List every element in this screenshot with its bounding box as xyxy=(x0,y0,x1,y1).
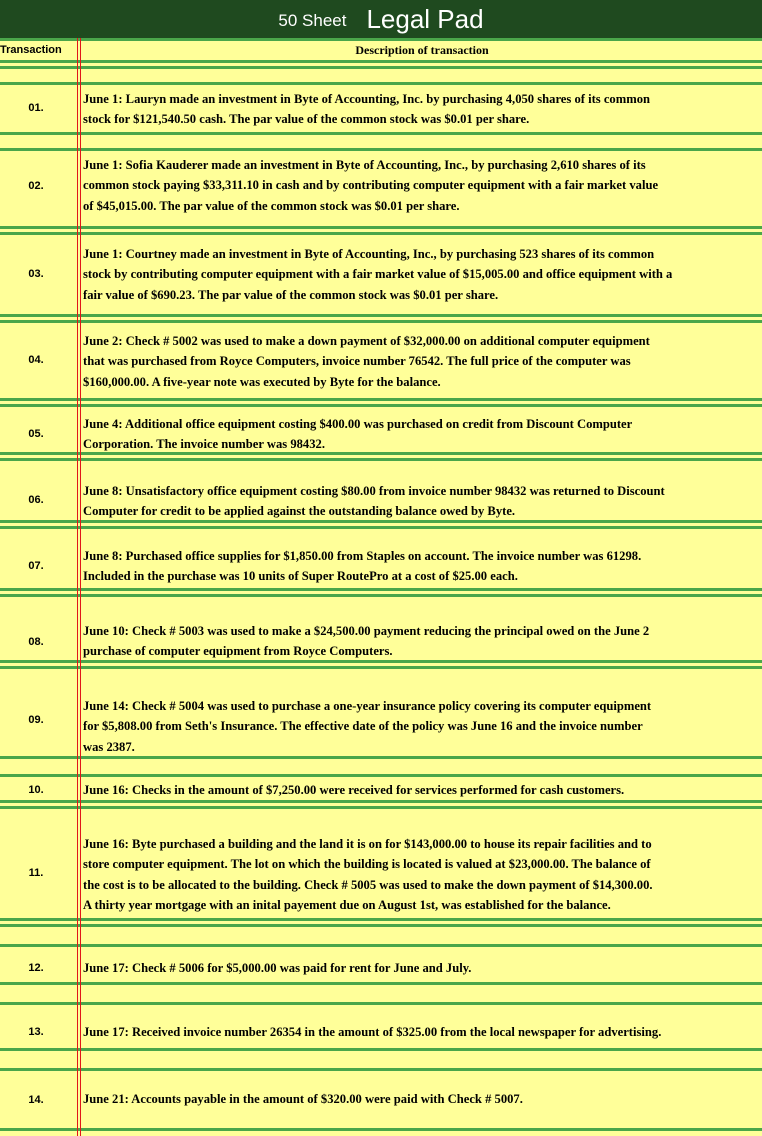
description-line: fair value of $690.23. The par value of the common stock was $0.01 per share. xyxy=(83,287,499,302)
description-line: June 17: Check # 5006 for $5,000.00 was paid for rent for June and July. xyxy=(83,961,472,975)
description-line: purchase of computer equipment from Royce Computers. xyxy=(83,644,393,659)
description-line: June 1: Sofia Kauderer made an investment in Byte of Accounting, Inc., by purchasing 2,610 shares of its xyxy=(83,158,646,172)
transaction-description xyxy=(83,89,762,130)
ruled-line xyxy=(0,314,762,317)
description-line: stock for $121,540.50 cash. The par value of the common stock was $0.01 per share. xyxy=(83,112,530,127)
transaction-number: 14. xyxy=(28,1094,44,1106)
description-line: for $5,808.00 from Seth's Insurance. The effective date of the policy was June 16 and the invoice number xyxy=(83,719,643,734)
ruled-line xyxy=(0,800,762,803)
ruled-line xyxy=(0,82,762,85)
description-line: common stock paying $33,311.10 in cash and by contributing computer equipment with a fair market value xyxy=(83,178,659,193)
description-line: June 21: Accounts payable in the amount of $320.00 were paid with Check # 5007. xyxy=(83,1092,523,1106)
description-line: June 16: Checks in the amount of $7,250.00 were received for services performed for cash customers. xyxy=(83,783,625,797)
margin-line-left xyxy=(77,38,78,1136)
description-line: store computer equipment. The lot on which the building is located is valued at $23,000.00. The balance of xyxy=(83,857,651,872)
transaction-number: 13. xyxy=(28,1026,44,1038)
transaction-number: 10. xyxy=(28,784,44,796)
description-line: stock by contributing computer equipment with a fair market value of $15,005.00 and office equipment with a xyxy=(83,267,673,282)
description-line: June 8: Unsatisfactory office equipment costing $80.00 from invoice number 98432 was returned to Discount xyxy=(83,484,665,498)
description-line: June 8: Purchased office supplies for $1,850.00 from Staples on account. The invoice number was 61298. xyxy=(83,549,642,563)
ruled-line xyxy=(0,594,762,597)
transaction-number: 08. xyxy=(28,636,44,648)
transaction-description xyxy=(83,546,762,587)
description-line: A thirty year mortgage with an inital payement due on August 1st, was established for the balance. xyxy=(83,898,611,913)
description-line: that was purchased from Royce Computers, invoice number 76542. The full price of the computer was xyxy=(83,354,631,369)
ruled-line xyxy=(0,60,762,63)
ruled-line xyxy=(0,1048,762,1051)
transaction-description xyxy=(83,1089,762,1109)
description-line: June 4: Additional office equipment costing $400.00 was purchased on credit from Discount Computer xyxy=(83,417,633,431)
transaction-description xyxy=(83,414,762,455)
ruled-line xyxy=(0,666,762,669)
description-line: was 2387. xyxy=(83,739,135,754)
transaction-number: 02. xyxy=(28,180,44,192)
transaction-number: 11. xyxy=(28,867,44,879)
transaction-description xyxy=(83,696,762,757)
description-line: June 1: Courtney made an investment in Byte of Accounting, Inc., by purchasing 523 shares of its common xyxy=(83,247,655,261)
description-line: $160,000.00. A five-year note was executed by Byte for the balance. xyxy=(83,374,441,389)
transaction-description xyxy=(83,155,762,216)
transaction-number: 09. xyxy=(28,714,44,726)
pad-title: Legal Pad xyxy=(366,3,484,34)
ruled-line xyxy=(0,398,762,401)
ruled-line xyxy=(0,458,762,461)
ruled-line xyxy=(0,1002,762,1005)
description-column-header: Description of transaction xyxy=(355,42,489,57)
transaction-description xyxy=(83,481,762,522)
ruled-line xyxy=(0,1128,762,1131)
ruled-line xyxy=(0,924,762,927)
transaction-number: 04. xyxy=(28,354,44,366)
ruled-line xyxy=(0,944,762,947)
description-line: the cost is to be allocated to the building. Check # 5005 was used to make the down payment of $14,300.00. xyxy=(83,877,653,892)
description-line: June 14: Check # 5004 was used to purchase a one-year insurance policy covering its computer equipment xyxy=(83,699,652,713)
ruled-line xyxy=(0,38,762,41)
ruled-line xyxy=(0,320,762,323)
description-line: June 1: Lauryn made an investment in Byte of Accounting, Inc. by purchasing 4,050 shares of its common xyxy=(83,92,650,106)
transaction-description xyxy=(83,780,762,800)
sheet-count-label: 50 Sheet xyxy=(278,11,347,30)
ruled-line xyxy=(0,588,762,591)
ruled-line xyxy=(0,806,762,809)
transaction-number: 03. xyxy=(28,268,44,280)
transaction-column-header: Transaction xyxy=(0,44,62,56)
ruled-line xyxy=(0,918,762,921)
transaction-description xyxy=(83,621,762,662)
description-line: June 17: Received invoice number 26354 in the amount of $325.00 from the local newspaper for advertising. xyxy=(83,1025,662,1039)
ruled-line xyxy=(0,404,762,407)
description-line: Included in the purchase was 10 units of Super RoutePro at a cost of $25.00 each. xyxy=(83,569,518,584)
ruled-line xyxy=(0,774,762,777)
ruled-line xyxy=(0,148,762,151)
margin-line-right xyxy=(80,38,81,1136)
ruled-line xyxy=(0,526,762,529)
pad-header xyxy=(0,0,762,38)
transaction-number: 06. xyxy=(28,494,44,506)
transaction-description xyxy=(83,834,762,916)
transaction-number: 07. xyxy=(28,560,44,572)
ruled-line xyxy=(0,66,762,69)
description-line: June 10: Check # 5003 was used to make a $24,500.00 payment reducing the principal owed on the June 2 xyxy=(83,624,650,638)
ruled-line xyxy=(0,132,762,135)
transaction-description xyxy=(83,958,762,978)
description-line: Computer for credit to be applied against the outstanding balance owed by Byte. xyxy=(83,504,516,519)
description-line: Corporation. The invoice number was 98432. xyxy=(83,437,325,452)
description-line: of $45,015.00. The par value of the common stock was $0.01 per share. xyxy=(83,198,460,213)
transaction-description xyxy=(83,244,762,305)
ruled-line xyxy=(0,232,762,235)
description-line: June 2: Check # 5002 was used to make a down payment of $32,000.00 on additional computer equipment xyxy=(83,334,650,348)
transaction-description xyxy=(83,1022,762,1042)
description-line: June 16: Byte purchased a building and the land it is on for $143,000.00 to house its repair facilities and to xyxy=(83,837,652,851)
transaction-number: 01. xyxy=(28,102,44,114)
ruled-line xyxy=(0,1068,762,1071)
ruled-line xyxy=(0,226,762,229)
transaction-number: 05. xyxy=(28,428,44,440)
transaction-description xyxy=(83,331,762,392)
ruled-line xyxy=(0,982,762,985)
transaction-number: 12. xyxy=(28,962,44,974)
